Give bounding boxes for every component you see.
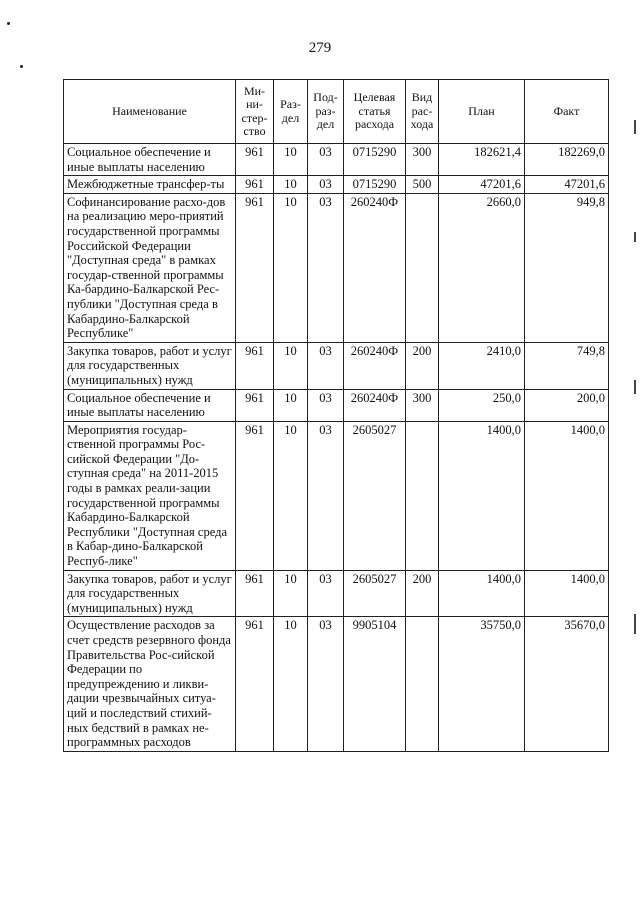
cell-plan: 1400,0 xyxy=(439,570,525,617)
cell-expense-type: 300 xyxy=(406,144,439,176)
header-plan: План xyxy=(439,80,525,144)
cell-name: Межбюджетные трансфер-ты xyxy=(64,176,236,194)
cell-fact: 1400,0 xyxy=(525,570,609,617)
cell-fact: 35670,0 xyxy=(525,617,609,751)
scan-speck xyxy=(20,65,23,68)
cell-name: Социальное обеспечение и иные выплаты населению xyxy=(64,144,236,176)
cell-section: 10 xyxy=(274,570,308,617)
cell-name: Мероприятия государ-ственной программы Рос-сийской Федерации "До-ступная среда" на 2011-2015 годы в рамках реали-зации государственной программы Кабардино-Балкарской Республики "Доступная среда в Кабар-дино-Балкарской Респуб-лике" xyxy=(64,421,236,570)
cell-section: 10 xyxy=(274,144,308,176)
header-name: Наименование xyxy=(64,80,236,144)
page-number: 279 xyxy=(308,40,332,56)
cell-expense-type xyxy=(406,421,439,570)
cell-subsection: 03 xyxy=(308,144,344,176)
cell-ministry: 961 xyxy=(236,144,274,176)
table-header-row xyxy=(64,80,609,144)
cell-target-article: 9905104 xyxy=(344,617,406,751)
table-row xyxy=(64,342,609,389)
cell-subsection: 03 xyxy=(308,389,344,421)
cell-fact: 182269,0 xyxy=(525,144,609,176)
cell-expense-type: 500 xyxy=(406,176,439,194)
cell-name: Софинансирование расхо-дов на реализацию меро-приятий государственной программы Российской Федерации "Доступная среда" в рамках государ-ственной программы Ка-бардино-Балкарской Рес-публики "Доступная среда в Кабардино-Балкарской Республике" xyxy=(64,193,236,342)
table-row xyxy=(64,617,609,751)
cell-target-article: 0715290 xyxy=(344,144,406,176)
table-row xyxy=(64,570,609,617)
cell-expense-type: 300 xyxy=(406,389,439,421)
cell-ministry: 961 xyxy=(236,176,274,194)
cell-plan: 250,0 xyxy=(439,389,525,421)
cell-section: 10 xyxy=(274,421,308,570)
header-ministry: Ми- ни- стер- ство xyxy=(236,80,274,144)
cell-plan: 47201,6 xyxy=(439,176,525,194)
cell-section: 10 xyxy=(274,389,308,421)
cell-target-article: 2605027 xyxy=(344,570,406,617)
cell-fact: 1400,0 xyxy=(525,421,609,570)
cell-fact: 949,8 xyxy=(525,193,609,342)
header-section: Раз- дел xyxy=(274,80,308,144)
table-row xyxy=(64,389,609,421)
header-expense-type: Вид рас- хода xyxy=(406,80,439,144)
cell-target-article: 260240Ф xyxy=(344,389,406,421)
cell-subsection: 03 xyxy=(308,570,344,617)
cell-name: Закупка товаров, работ и услуг для государственных (муниципальных) нужд xyxy=(64,570,236,617)
cell-subsection: 03 xyxy=(308,617,344,751)
budget-table xyxy=(63,79,609,752)
scan-edge-mark xyxy=(634,232,636,242)
cell-subsection: 03 xyxy=(308,176,344,194)
cell-plan: 182621,4 xyxy=(439,144,525,176)
cell-target-article: 0715290 xyxy=(344,176,406,194)
table-row xyxy=(64,144,609,176)
table-row xyxy=(64,193,609,342)
cell-subsection: 03 xyxy=(308,421,344,570)
cell-expense-type: 200 xyxy=(406,570,439,617)
cell-name: Осуществление расходов за счет средств резервного фонда Правительства Рос-сийской Федерации по предупреждению и ликви-дации чрезвычайных ситуа-ций и последствий стихий-ных бедствий в рамках не-программных расходов xyxy=(64,617,236,751)
scan-edge-mark xyxy=(634,614,636,634)
cell-fact: 749,8 xyxy=(525,342,609,389)
header-subsection: Под- раз- дел xyxy=(308,80,344,144)
cell-name: Закупка товаров, работ и услуг для государственных (муниципальных) нужд xyxy=(64,342,236,389)
cell-section: 10 xyxy=(274,193,308,342)
cell-ministry: 961 xyxy=(236,193,274,342)
scan-edge-mark xyxy=(634,380,636,394)
cell-target-article: 260240Ф xyxy=(344,193,406,342)
cell-ministry: 961 xyxy=(236,421,274,570)
cell-ministry: 961 xyxy=(236,389,274,421)
cell-plan: 2660,0 xyxy=(439,193,525,342)
cell-ministry: 961 xyxy=(236,570,274,617)
cell-name: Социальное обеспечение и иные выплаты населению xyxy=(64,389,236,421)
cell-ministry: 961 xyxy=(236,342,274,389)
cell-subsection: 03 xyxy=(308,193,344,342)
cell-expense-type: 200 xyxy=(406,342,439,389)
header-fact: Факт xyxy=(525,80,609,144)
cell-section: 10 xyxy=(274,176,308,194)
cell-ministry: 961 xyxy=(236,617,274,751)
cell-target-article: 2605027 xyxy=(344,421,406,570)
table-row xyxy=(64,421,609,570)
header-target-article: Целевая статья расхода xyxy=(344,80,406,144)
cell-section: 10 xyxy=(274,617,308,751)
cell-section: 10 xyxy=(274,342,308,389)
cell-fact: 47201,6 xyxy=(525,176,609,194)
cell-plan: 1400,0 xyxy=(439,421,525,570)
cell-plan: 35750,0 xyxy=(439,617,525,751)
cell-subsection: 03 xyxy=(308,342,344,389)
cell-target-article: 260240Ф xyxy=(344,342,406,389)
scan-edge-mark xyxy=(634,120,636,134)
cell-fact: 200,0 xyxy=(525,389,609,421)
cell-expense-type xyxy=(406,193,439,342)
table-row xyxy=(64,176,609,194)
scan-speck xyxy=(7,22,10,25)
cell-expense-type xyxy=(406,617,439,751)
cell-plan: 2410,0 xyxy=(439,342,525,389)
